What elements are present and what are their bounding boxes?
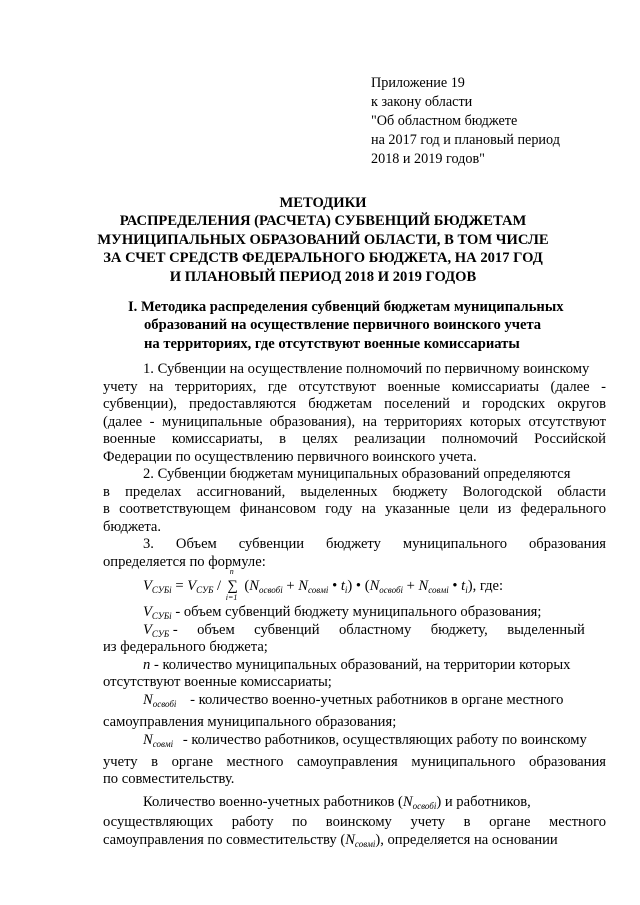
definition-line: $N_{освобi}$ - количество военно-учетных работников в органе местного: [143, 691, 564, 709]
definition-line: $N_{совмi}$ - количество работников, осуществляющих работу по воинскому: [143, 731, 587, 749]
title-line: И ПЛАНОВЫЙ ПЕРИОД 2018 И 2019 ГОДОВ: [169, 268, 477, 285]
definition-line: [103, 657, 606, 675]
title-line: МУНИЦИПАЛЬНЫХ ОБРАЗОВАНИЙ ОБЛАСТИ, В ТОМ ЧИСЛЕ: [97, 231, 549, 248]
formula-subscript: совмi: [308, 585, 329, 595]
definition-text: - количество работников, осуществляющих работу по воинскому: [182, 731, 587, 748]
formula-subscript: СУБ: [196, 585, 214, 595]
formula-subscript: освобi: [152, 698, 177, 709]
formula-subscript: i: [344, 585, 348, 595]
text-line: определяется по формуле:: [103, 553, 266, 570]
text-fragment: самоуправления по совместительству (: [103, 831, 346, 848]
formula-tail: , где:: [472, 578, 504, 594]
formula-subscript: освобi: [259, 585, 283, 595]
formula-subscript: i: [465, 585, 468, 595]
text-fragment: ) и работников,: [436, 794, 531, 810]
section-line: на территориях, где отсутствуют военные комиссариаты: [144, 335, 520, 352]
formula-subscript: совмi: [152, 738, 174, 749]
appendix-note: [371, 74, 621, 169]
paragraph-1: [103, 361, 606, 467]
text-line: Федерации по осуществлению первичного воинского учета.: [103, 448, 477, 465]
document-title: [80, 194, 566, 286]
formula-subscript: СУБi: [151, 585, 172, 595]
text-fragment: ), определяется на основании: [375, 831, 558, 848]
title-line: РАСПРЕДЕЛЕНИЯ (РАСЧЕТА) СУБВЕНЦИЙ БЮДЖЕТАМ: [119, 213, 527, 230]
text-line: 3. Объем субвенции бюджету муниципального образования: [143, 536, 606, 552]
text-fragment: Количество военно-учетных работников (: [143, 794, 403, 810]
text-line: субвенции), предоставляются бюджетам поселений и городских округов: [103, 396, 606, 413]
paragraph-2: [103, 466, 606, 536]
appendix-line: 2018 и 2019 годов": [371, 151, 485, 167]
formula-subscript: СУБi: [151, 611, 172, 621]
text-line: самоуправления по совместительству $(N_{совмi})$, определяется на основании: [103, 831, 558, 849]
title-line: МЕТОДИКИ: [279, 195, 367, 211]
paragraph-3: [103, 536, 606, 571]
appendix-line: Приложение 19: [371, 75, 465, 91]
formula-subscript: СУБ: [151, 628, 170, 639]
definition-line: учету в органе местного самоуправления муниципального образования: [103, 753, 606, 770]
sum-upper-limit: n: [229, 567, 234, 576]
definition-line: отсутствуют военные комиссариаты;: [103, 674, 332, 691]
definition-line: по совместительству.: [103, 771, 235, 788]
section-line: образований на осуществление первичного воинского учета: [144, 317, 542, 334]
text-line: осуществляющих работу по воинскому учету в органе местного: [103, 814, 606, 830]
formula-subscript: совмi: [354, 838, 376, 849]
paragraph-4: [103, 794, 606, 852]
text-line: в соответствующем финансовом году на указанные цели из федерального: [103, 501, 606, 518]
definition-text: - количество муниципальных образований, на территории которых: [153, 656, 571, 673]
definition-text: - количество военно-учетных работников в органе местного: [190, 691, 564, 708]
appendix-line: к закону области: [371, 94, 473, 110]
subvention-formula: $V_{СУБi} = V_{СУБ}$ / ∑ n i=1 ($N_{освобi} + N_{совмi}$ • $t_i$) • ($N_{освобi} + N_{совмi}$ • $t_i$), где:: [143, 567, 504, 602]
text-line: Количество военно-учетных работников $(N_{освобi})$ и работников,: [143, 794, 531, 811]
definitions: [103, 604, 606, 789]
formula-subscript: освобi: [379, 585, 403, 595]
text-line: учету на территориях, где отсутствуют военные комиссариаты (далее -: [103, 378, 606, 395]
appendix-line: "Об областном бюджете: [371, 113, 518, 129]
title-line: ЗА СЧЕТ СРЕДСТВ ФЕДЕРАЛЬНОГО БЮДЖЕТА, НА 2017 ГОД: [103, 250, 543, 267]
definition-line: $V_{СУБ}$ - объем субвенций областному бюджету, выделенный: [143, 621, 585, 639]
definition-line: самоуправления муниципального образования;: [103, 713, 397, 730]
sum-lower-limit: i=1: [225, 593, 238, 602]
definition-variable: n: [143, 656, 151, 673]
definition-line: из федерального бюджета;: [103, 639, 268, 656]
formula-subscript: совмi: [428, 585, 449, 595]
definition-line: $V_{СУБi}$ - объем субвенций бюджету муниципального образования;: [143, 604, 542, 621]
appendix-line: на 2017 год и плановый период: [371, 132, 560, 148]
definition-text: - объем субвенций областному бюджету, выделенный: [172, 621, 585, 638]
text-line: 2. Субвенции бюджетам муниципальных образований определяются: [143, 466, 571, 482]
text-line: в пределах ассигнований, выделенных бюджету Вологодской области: [103, 483, 606, 500]
text-line: военные комиссариаты, в целях реализации полномочий Российской: [103, 431, 606, 448]
definition-text: - объем субвенций бюджету муниципального образования;: [175, 604, 542, 620]
section-heading: [128, 298, 604, 353]
section-line: I. Методика распределения субвенций бюджетам муниципальных: [128, 299, 564, 315]
text-line: 1. Субвенции на осуществление полномочий по первичному воинскому: [143, 361, 590, 377]
text-line: бюджета.: [103, 518, 162, 535]
formula-subscript: освобi: [412, 801, 437, 811]
sum-symbol: ∑ n i=1: [225, 567, 238, 602]
text-line: (далее - муниципальные образования), на территориях которых отсутствуют: [103, 413, 606, 430]
